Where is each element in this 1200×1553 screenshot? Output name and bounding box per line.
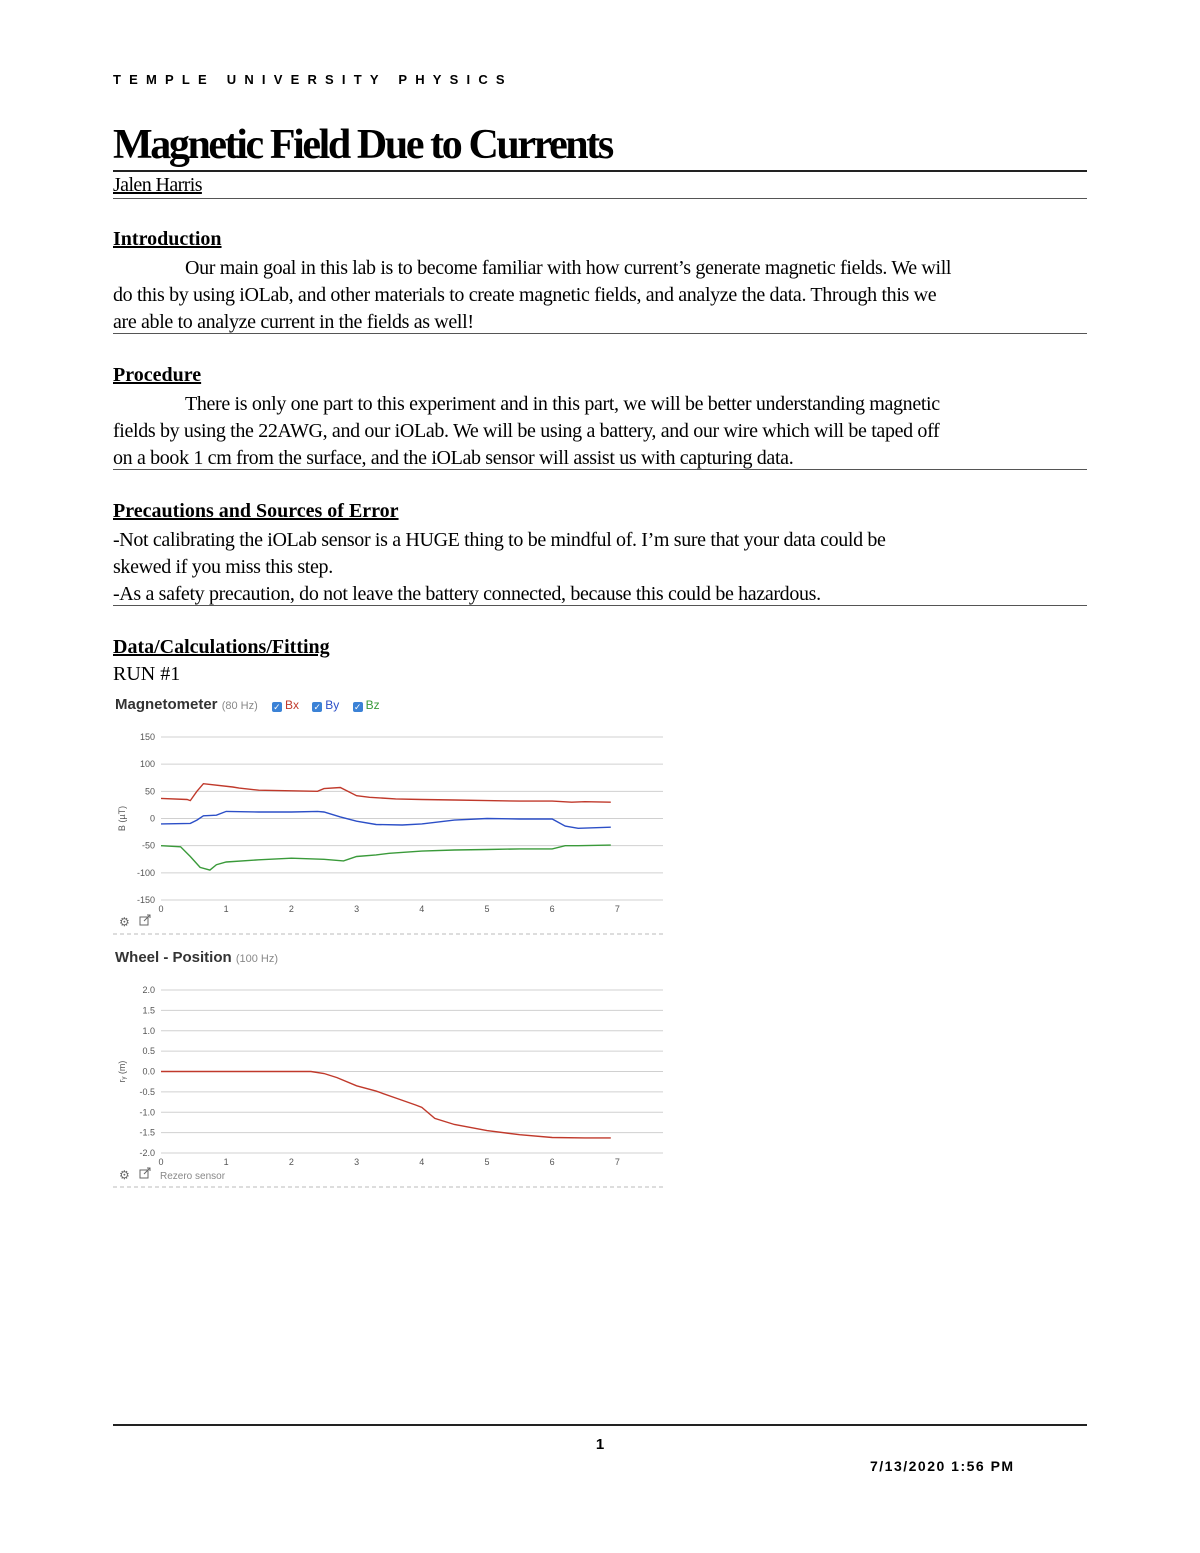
external-link-icon (140, 915, 150, 925)
y-axis-label: rᵧ (m) (117, 1060, 127, 1083)
document-title: Magnetic Field Due to Currents (113, 122, 612, 168)
title-rule (113, 170, 1087, 172)
procedure-line: There is only one part to this experiment and in this part, we will be better understanding magnetic (185, 393, 940, 415)
data-heading: Data/Calculations/Fitting (113, 636, 330, 658)
x-tick-label: 7 (614, 1157, 620, 1167)
section-rule (113, 605, 1087, 606)
y-tick-label: 2.0 (142, 985, 155, 995)
section-rule (113, 469, 1087, 470)
procedure-line: fields by using the 22AWG, and our iOLab. We will be using a battery, and our wire which will be taped off (113, 420, 940, 442)
procedure-text (113, 391, 1087, 472)
author-rule (113, 198, 1087, 199)
chart-title-text: Wheel - Position (115, 949, 232, 966)
procedure-line: on a book 1 cm from the surface, and the iOLab sensor will assist us with capturing data. (113, 447, 794, 469)
x-tick-label: 6 (549, 1157, 555, 1167)
introduction-line: are able to analyze current in the fields as well! (113, 311, 474, 333)
y-tick-label: 100 (139, 759, 155, 770)
legend-item-bz[interactable]: ✓ Bz (353, 698, 380, 712)
x-tick-label: 5 (484, 904, 490, 914)
x-tick-label: 4 (419, 904, 425, 914)
series-line-position (161, 1072, 611, 1138)
series-line-by (161, 811, 611, 828)
run-label: RUN #1 (113, 663, 181, 685)
precautions-heading: Precautions and Sources of Error (113, 500, 399, 522)
y-tick-label: 150 (139, 732, 155, 742)
section-rule (113, 333, 1087, 334)
series-line-bz (161, 845, 611, 870)
y-axis-label: B (µT) (117, 805, 127, 832)
chart-legend (272, 698, 390, 712)
y-tick-label: -50 (141, 840, 155, 851)
magnetometer-chart (113, 725, 668, 937)
precautions-text (113, 527, 1087, 608)
footer-rule (113, 1424, 1087, 1426)
magnetometer-chart-title (115, 696, 390, 713)
wheel-position-chart-title (115, 949, 278, 966)
y-tick-label: -2.0 (139, 1148, 155, 1158)
x-tick-label: 2 (288, 904, 294, 914)
x-tick-label: 3 (354, 1157, 360, 1167)
introduction-heading: Introduction (113, 228, 222, 250)
rezero-sensor-button[interactable]: Rezero sensor (160, 1171, 226, 1182)
y-tick-label: -150 (136, 895, 155, 905)
introduction-line: do this by using iOLab, and other materials to create magnetic fields, and analyze the data. Through this we (113, 284, 937, 306)
chart-rate: (100 Hz) (235, 953, 279, 965)
introduction-line: Our main goal in this lab is to become familiar with how current’s generate magnetic fields. We will (185, 257, 952, 279)
document-header: TEMPLE UNIVERSITY PHYSICS (113, 72, 513, 87)
checkbox-icon: ✓ (273, 702, 281, 712)
precautions-line: skewed if you miss this step. (113, 556, 333, 578)
gear-icon: ⚙ (119, 915, 130, 929)
x-tick-label: 7 (614, 904, 620, 914)
y-tick-label: -1.0 (139, 1107, 155, 1118)
legend-item-by[interactable]: ✓ By (313, 698, 340, 712)
precautions-line: -As a safety precaution, do not leave the battery connected, because this could be hazardous. (113, 583, 821, 605)
x-tick-label: 3 (354, 904, 360, 914)
y-tick-label: 1.0 (142, 1025, 155, 1036)
wheel-position-chart (113, 978, 668, 1190)
x-tick-label: 1 (223, 904, 229, 914)
x-tick-label: 5 (484, 1157, 490, 1167)
x-tick-label: 0 (158, 904, 164, 914)
checkbox-icon: ✓ (353, 702, 362, 712)
x-tick-label: 4 (419, 1157, 425, 1167)
introduction-text (113, 255, 1087, 336)
y-tick-label: -0.5 (139, 1086, 155, 1097)
chart-rate: (80 Hz) (221, 700, 258, 712)
precautions-line: -Not calibrating the iOLab sensor is a HUGE thing to be mindful of. I’m sure that your data could be (113, 529, 886, 551)
y-tick-label: 0.5 (142, 1046, 155, 1057)
external-link-icon (140, 1168, 150, 1178)
series-line-bx (161, 784, 611, 803)
procedure-heading: Procedure (113, 364, 202, 386)
author-name: Jalen Harris (113, 174, 202, 196)
y-tick-label: -1.5 (139, 1127, 155, 1138)
legend-item-bx[interactable]: ✓ Bx (273, 698, 299, 712)
y-tick-label: 0 (149, 813, 155, 824)
checkbox-icon: ✓ (313, 702, 322, 712)
y-tick-label: -100 (136, 867, 155, 878)
y-tick-label: 1.5 (142, 1005, 155, 1016)
page-number: 1 (595, 1436, 605, 1453)
x-tick-label: 0 (158, 1157, 164, 1167)
x-tick-label: 6 (549, 904, 555, 914)
x-tick-label: 2 (288, 1157, 294, 1167)
y-tick-label: 50 (144, 786, 155, 797)
y-tick-label: 0.0 (142, 1066, 155, 1077)
print-datetime: 7/13/2020 1:56 PM (870, 1458, 1015, 1474)
gear-icon: ⚙ (119, 1168, 130, 1182)
chart-title-text: Magnetometer (115, 696, 218, 713)
x-tick-label: 1 (223, 1157, 229, 1167)
